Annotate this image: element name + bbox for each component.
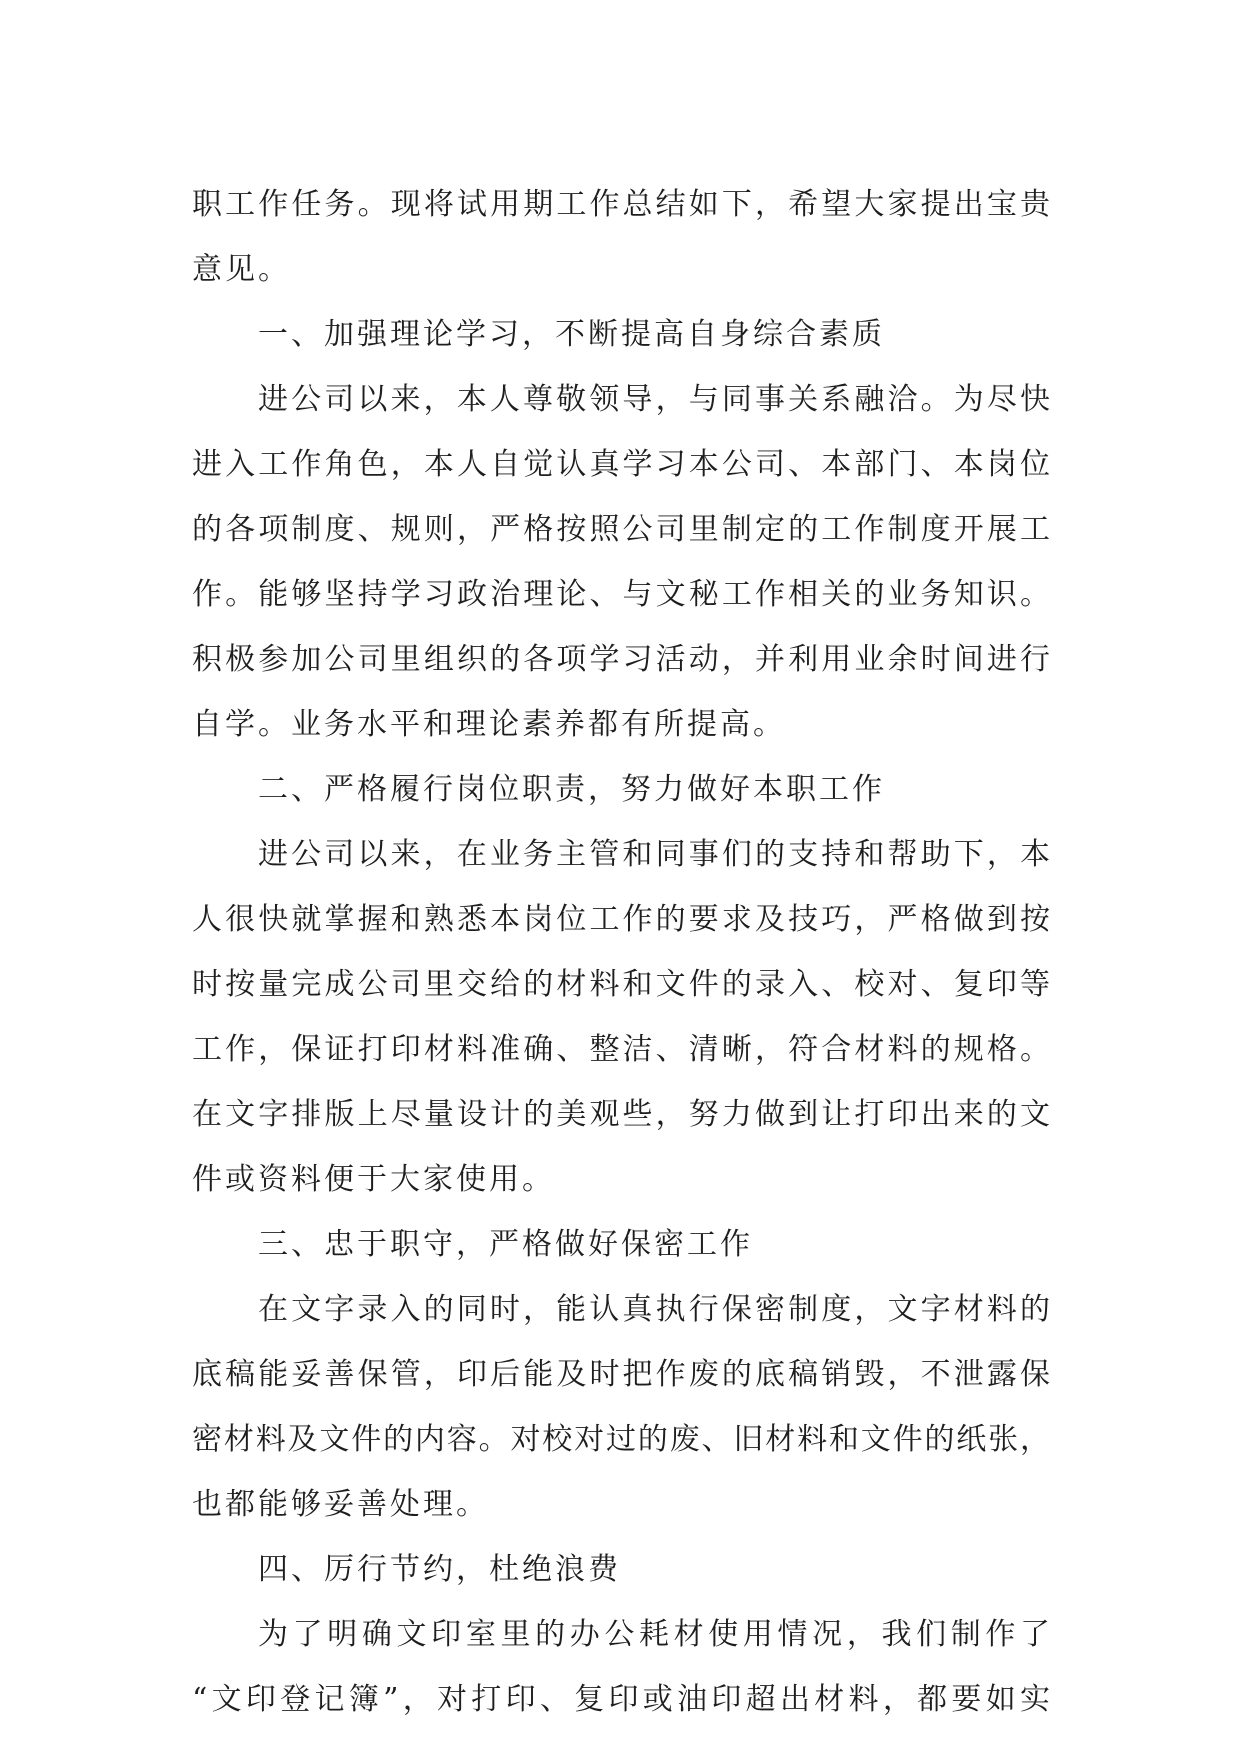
section-heading: 四、厉行节约，杜绝浪费: [258, 1552, 621, 1587]
text-line: 也都能够妥善处理。: [192, 1487, 489, 1522]
text-line: 密材料及文件的内容。对校对过的废、旧材料和文件的纸张，: [192, 1422, 1050, 1457]
text-line: 工作，保证打印材料准确、整洁、清晰，符合材料的规格。: [192, 1032, 1050, 1067]
text-line: 时按量完成公司里交给的材料和文件的录入、校对、复印等: [192, 967, 1050, 1002]
text-line: 积极参加公司里组织的各项学习活动，并利用业余时间进行: [192, 642, 1050, 677]
text-line: “文印登记簿”，对打印、复印或油印超出材料，都要如实: [192, 1682, 1050, 1717]
text-line: 的各项制度、规则，严格按照公司里制定的工作制度开展工: [192, 512, 1050, 547]
text-line: 意见。: [192, 252, 291, 287]
text-line: 作。能够坚持学习政治理论、与文秘工作相关的业务知识。: [192, 577, 1050, 612]
document-body: [192, 172, 1050, 1732]
text-line: 在文字排版上尽量设计的美观些，努力做到让打印出来的文: [192, 1097, 1050, 1132]
text-line: 进公司以来，在业务主管和同事们的支持和帮助下，本: [258, 837, 1050, 872]
text-line: 自学。业务水平和理论素养都有所提高。: [192, 707, 786, 742]
text-line: 职工作任务。现将试用期工作总结如下，希望大家提出宝贵: [192, 187, 1050, 222]
text-line: 进公司以来，本人尊敬领导，与同事关系融洽。为尽快: [258, 382, 1050, 417]
section-heading: 一、加强理论学习，不断提高自身综合素质: [258, 317, 885, 352]
text-line: 在文字录入的同时，能认真执行保密制度，文字材料的: [258, 1292, 1050, 1327]
text-line: 为了明确文印室里的办公耗材使用情况，我们制作了: [258, 1617, 1050, 1652]
text-line: 进入工作角色，本人自觉认真学习本公司、本部门、本岗位: [192, 447, 1050, 482]
section-heading: 二、严格履行岗位职责，努力做好本职工作: [258, 772, 885, 807]
section-heading: 三、忠于职守，严格做好保密工作: [258, 1227, 753, 1262]
text-line: 件或资料便于大家使用。: [192, 1162, 555, 1197]
text-line: 人很快就掌握和熟悉本岗位工作的要求及技巧，严格做到按: [192, 902, 1050, 937]
text-line: 底稿能妥善保管，印后能及时把作废的底稿销毁，不泄露保: [192, 1357, 1050, 1392]
